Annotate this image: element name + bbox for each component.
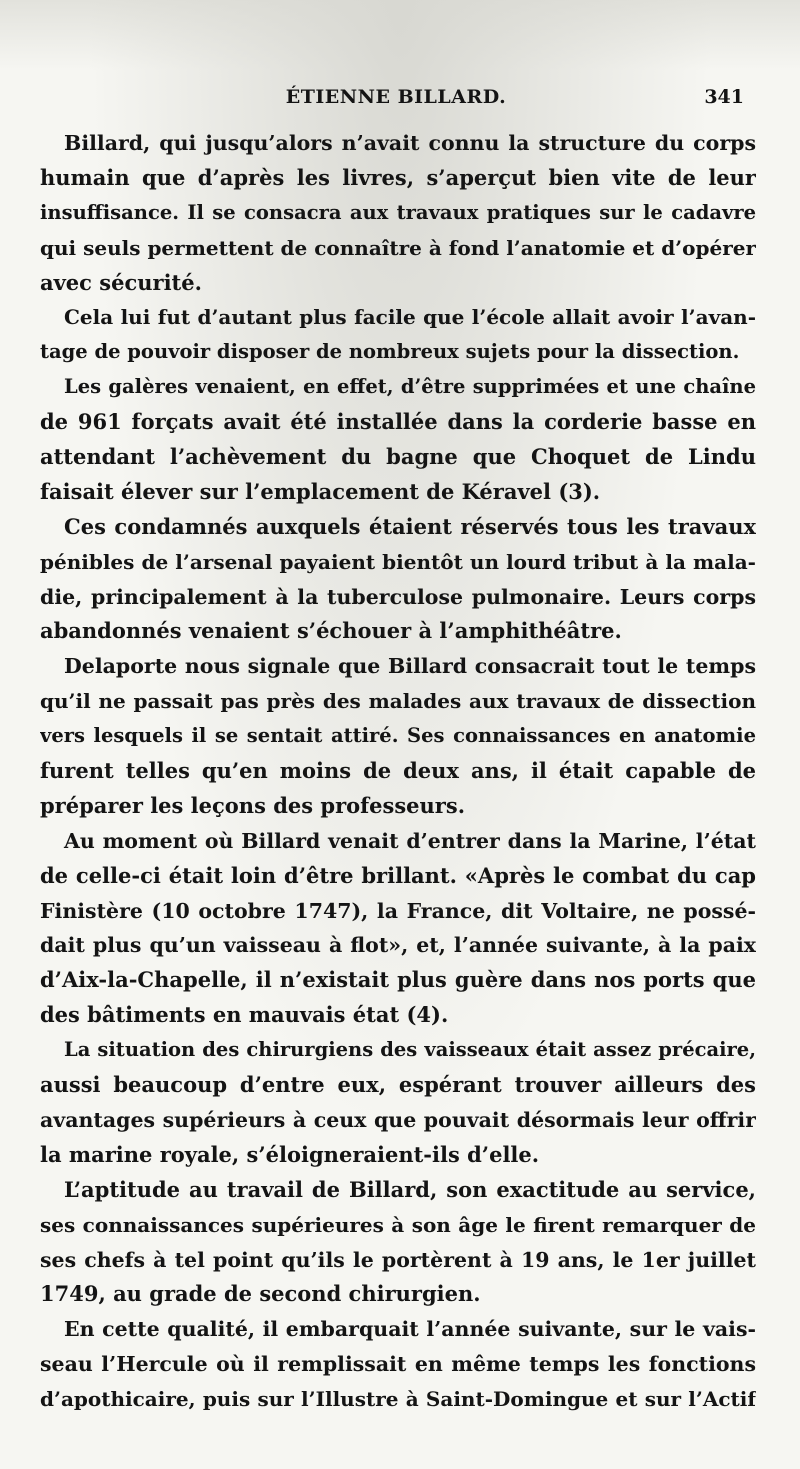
text-line: 1749, au grade de second chirurgien. (40, 1281, 481, 1307)
text-line: avec sécurité. (40, 269, 202, 295)
text-line: Les galères venaient, en effet, d’être supprimées et une chaîne (64, 375, 756, 399)
text-line: de celle-ci était loin d’être brillant. «Après le combat du cap (40, 862, 756, 888)
text-line: ses connaissances supérieures à son âge le firent remarquer de (40, 1212, 756, 1237)
text-line: En cette qualité, il embarquait l’année suivante, sur le vais- (64, 1317, 756, 1342)
body-text (40, 126, 756, 1417)
text-line: seau l’Hercule où il remplissait en même temps les fonctions (40, 1352, 756, 1377)
running-title: ÉTIENNE BILLARD. (285, 86, 507, 108)
text-line: préparer les leçons des professeurs. (40, 792, 466, 818)
text-line: Delaporte nous signale que Billard consacrait tout le temps (64, 654, 756, 679)
text-line: avantages supérieurs à ceux que pouvait désormais leur offrir (40, 1107, 756, 1132)
text-line: qui seuls permettent de connaître à fond l’anatomie et d’opérer (40, 235, 756, 260)
text-line: tage de pouvoir disposer de nombreux sujets pour la dissection. (40, 340, 740, 364)
text-line: Au moment où Billard venait d’entrer dans la Marine, l’état (64, 828, 756, 853)
text-line: attendant l’achèvement du bagne que Choquet de Lindu (40, 444, 756, 470)
text-line: die, principalement à la tuberculose pulmonaire. Leurs corps (40, 584, 756, 609)
page-number: 341 (704, 86, 744, 108)
text-line: Billard, qui jusqu’alors n’avait connu la structure du corps (64, 131, 756, 155)
text-line: Finistère (10 octobre 1747), la France, dit Voltaire, ne possé- (40, 898, 756, 923)
text-line: qu’il ne passait pas près des malades aux travaux de dissection (40, 689, 756, 714)
text-line: insuffisance. Il se consacra aux travaux pratiques sur le cadavre (40, 200, 756, 224)
text-line: pénibles de l’arsenal payaient bientôt un lourd tribut à la mala- (40, 549, 756, 574)
text-line: vers lesquels il se sentait attiré. Ses connaissances en anatomie (40, 724, 756, 748)
text-line: humain que d’après les livres, s’aperçut bien vite de leur (40, 164, 756, 190)
text-line: aussi beaucoup d’entre eux, espérant trouver ailleurs des (40, 1072, 756, 1098)
text-line: d’Aix-la-Chapelle, il n’existait plus guère dans nos ports que (40, 967, 756, 993)
text-line: abandonnés venaient s’échouer à l’amphithéâtre. (40, 618, 622, 644)
text-line: furent telles qu’en moins de deux ans, il était capable de (40, 758, 756, 784)
text-line: ses chefs à tel point qu’ils le portèrent à 19 ans, le 1er juillet (40, 1247, 756, 1272)
text-line: dait plus qu’un vaisseau à flot», et, l’année suivante, à la paix (40, 933, 756, 958)
text-line: La situation des chirurgiens des vaisseaux était assez précaire, (64, 1038, 756, 1062)
text-line: de 961 forçats avait été installée dans la corderie basse en (40, 409, 756, 435)
text-line: la marine royale, s’éloigneraient-ils d’elle. (40, 1141, 540, 1167)
text-line: d’apothicaire, puis sur l’Illustre à Saint-Domingue et sur l’Actif (40, 1387, 756, 1412)
text-line: faisait élever sur l’emplacement de Kéravel (3). (40, 478, 601, 504)
text-line: L’aptitude au travail de Billard, son exactitude au service, (64, 1176, 756, 1202)
page-header (40, 80, 752, 114)
text-line: Ces condamnés auxquels étaient réservés tous les travaux (64, 513, 756, 539)
text-line: des bâtiments en mauvais état (4). (40, 1002, 449, 1028)
text-line: Cela lui fut d’autant plus facile que l’école allait avoir l’avan- (64, 305, 756, 330)
